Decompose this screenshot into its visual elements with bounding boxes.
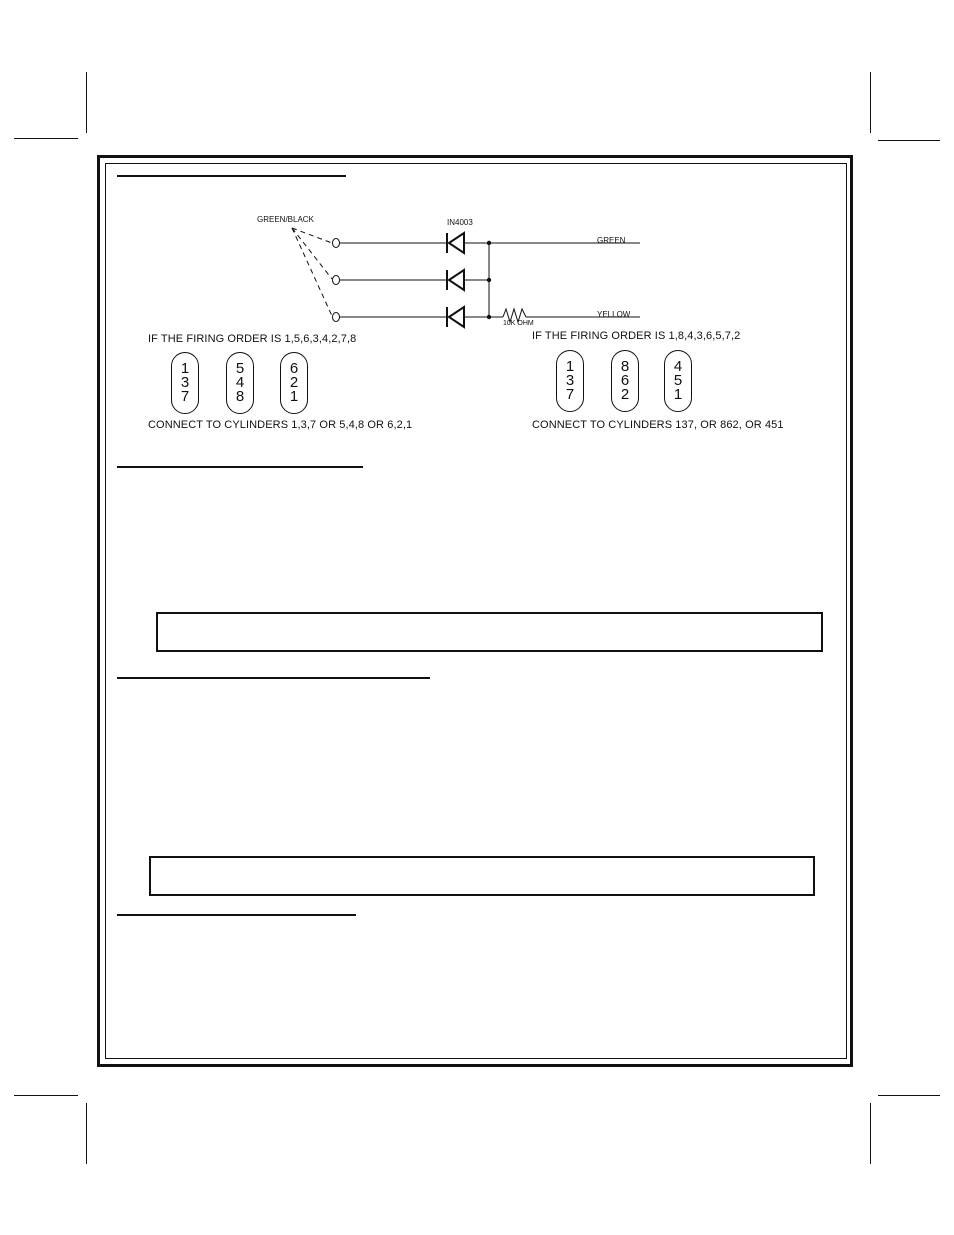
terminal-2: [333, 276, 340, 285]
diode-2: [447, 270, 464, 290]
right-cylinder-group-3: 4 5 1: [664, 350, 692, 412]
left-connect-text: CONNECT TO CYLINDERS 1,3,7 OR 5,4,8 OR 6,2,1: [148, 419, 413, 431]
right-cylinder-group-2: 8 6 2: [611, 350, 639, 412]
yellow-wire-label: YELLOW: [597, 310, 631, 319]
diode-1: [447, 233, 464, 253]
right-firing-order-text: IF THE FIRING ORDER IS 1,8,4,3,6,5,7,2: [532, 330, 741, 342]
left-cylinder-group-2: 5 4 8: [226, 352, 254, 414]
junction-dot-2: [487, 278, 491, 282]
wire-source-label: GREEN/BLACK: [257, 215, 314, 224]
junction-dot-1: [487, 241, 491, 245]
left-cylinder-group-3: 6 2 1: [280, 352, 308, 414]
diode-part-label: IN4003: [447, 218, 473, 227]
terminal-3: [333, 313, 340, 322]
diode-3: [447, 307, 464, 327]
green-wire-label: GREEN: [597, 236, 626, 245]
left-cylinder-group-1: 1 3 7: [171, 352, 199, 414]
terminal-1: [333, 239, 340, 248]
right-cylinder-group-1: 1 3 7: [556, 350, 584, 412]
right-connect-text: CONNECT TO CYLINDERS 137, OR 862, OR 451: [532, 419, 784, 431]
junction-dot-3: [487, 315, 491, 319]
left-firing-order-text: IF THE FIRING ORDER IS 1,5,6,3,4,2,7,8: [148, 333, 357, 345]
resistor-label: 10K OHM: [503, 320, 534, 327]
